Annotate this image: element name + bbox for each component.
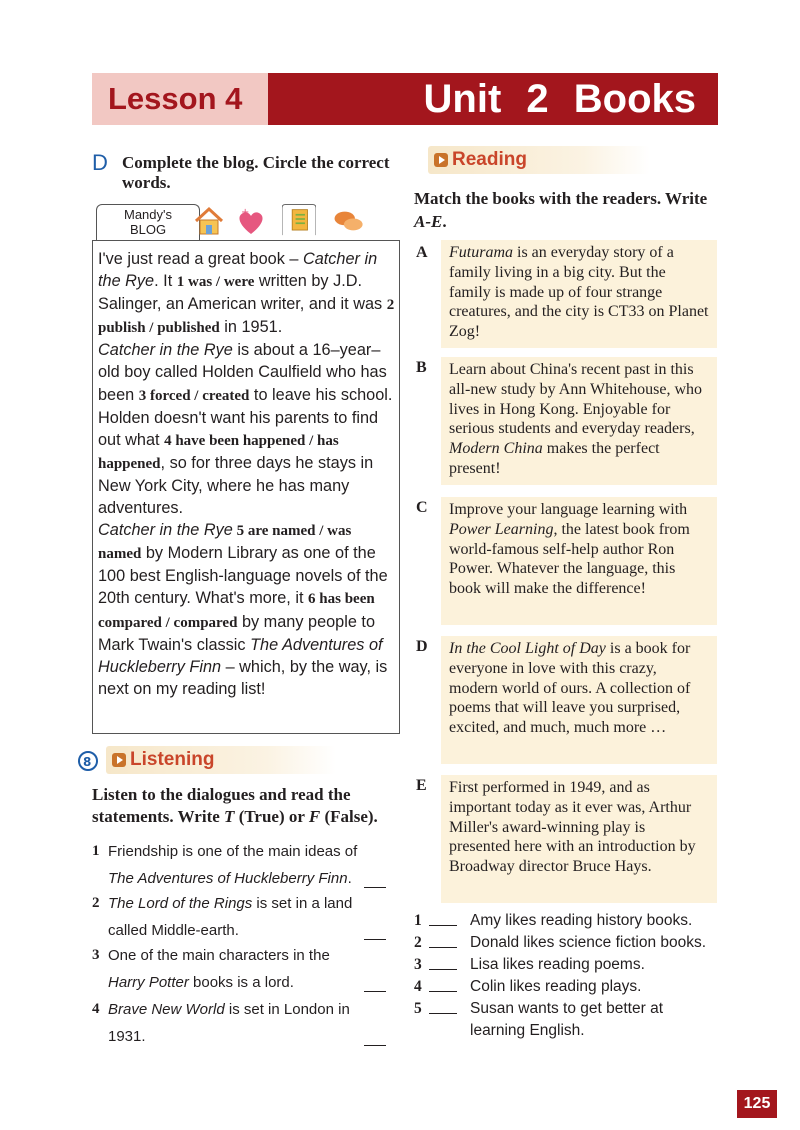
unit-title: Unit 2 Books <box>423 77 696 121</box>
home-icon[interactable] <box>192 204 226 238</box>
blog-text-span: to leave his school. Holden doesn't want his parents to find out what <box>98 385 393 449</box>
blog-text-span: by many people to Mark Twain's classic <box>98 612 376 654</box>
book-a-blurb <box>441 240 717 348</box>
match-text: Amy likes reading history books. <box>470 912 693 929</box>
section-letter-d: D <box>92 150 108 175</box>
match-text: Susan wants to get better at learning English. <box>470 1000 664 1039</box>
chat-icon[interactable] <box>332 204 366 238</box>
instruction-t: T <box>224 807 235 826</box>
blog-paragraph-2 <box>98 339 398 519</box>
choice-1[interactable]: 1 was / were <box>176 274 255 291</box>
answer-blank[interactable] <box>429 991 457 992</box>
reading-title: Reading <box>452 149 527 170</box>
blurb-text: First performed in 1949, and as important today as it ever was, Arthur Miller's award-winning play is presented here with an introduction by Broadway director Bruce Hays. <box>449 779 696 876</box>
blurb-text: , the latest book from world-famous self-help author Ron Power. Whatever the language, this book will make the difference! <box>449 520 690 598</box>
item-text-part: One of the main characters in the <box>108 947 330 964</box>
svg-text:+: + <box>241 207 250 218</box>
blog-text-span: is about a 16–year–old boy called Holden Caulfield who has been <box>98 341 387 404</box>
blurb-text: is an everyday story of a family living in a big city. But the family is made up of four strange creatures, and the city is CT33 on Planet Zog! <box>449 244 709 341</box>
blog-paragraph-3 <box>98 519 398 700</box>
answer-blank[interactable] <box>429 969 457 970</box>
reading-header <box>428 146 650 176</box>
item-text <box>92 942 368 996</box>
item-text-part: books is a lord. <box>188 974 294 991</box>
item-number: 4 <box>92 1001 100 1017</box>
svg-text:8: 8 <box>83 755 92 769</box>
book-title: Modern China <box>449 440 543 458</box>
answer-blank[interactable] <box>429 1013 457 1014</box>
item-text-part: . <box>347 870 352 887</box>
match-number: 2 <box>414 934 422 951</box>
play-arrow-icon <box>112 753 126 767</box>
instruction-text: (False). <box>320 807 378 826</box>
instruction-range: A-E <box>414 212 443 231</box>
item-number: 2 <box>92 895 100 911</box>
match-number: 3 <box>414 956 422 973</box>
book-title: Catcher in the Rye <box>98 250 378 291</box>
item-number: 3 <box>92 947 100 963</box>
item-text-part: is set in a land called Middle-earth. <box>108 895 353 939</box>
listening-header <box>78 746 338 776</box>
blog-text-span: written by J.D. Salinger, an American writer, and it was <box>98 272 387 314</box>
book-title: The Adventures of Huckleberry Finn <box>98 635 383 676</box>
blog-text-span: . It <box>154 272 177 291</box>
instruction-text: (True) or <box>234 807 309 826</box>
item-text <box>92 996 368 1050</box>
book-letter-e: E <box>416 777 427 794</box>
match-number: 1 <box>414 912 422 929</box>
choice-2[interactable]: 2 publish / published <box>98 297 395 337</box>
match-text: Donald likes science fiction books. <box>470 934 707 951</box>
instruction-text: Match the books with the readers. Write <box>414 189 708 208</box>
book-c-blurb <box>441 497 717 625</box>
book-letter-b: B <box>416 359 427 376</box>
item-text-part: Friendship is one of the main ideas of <box>108 843 358 860</box>
book-title: In the Cool Light of Day <box>449 640 606 657</box>
instruction-f: F <box>308 807 321 826</box>
choice-3[interactable]: 3 forced / created <box>138 387 250 404</box>
reading-pill <box>428 146 650 174</box>
listening-item-4 <box>92 996 392 1050</box>
book-title: Futurama <box>449 244 513 261</box>
choice-4[interactable]: 4 have been happened / has happened <box>98 432 339 472</box>
page-number: 125 <box>737 1090 777 1118</box>
book-letter-d: D <box>416 638 428 655</box>
heart-icon[interactable] <box>234 204 268 238</box>
instruction-text: . <box>442 212 447 231</box>
unit-banner <box>268 73 718 125</box>
book-title: Catcher in the Rye <box>98 341 233 360</box>
listening-pill <box>106 746 336 774</box>
listening-item-3 <box>92 942 392 996</box>
listening-instruction <box>92 784 402 828</box>
blog-text-span: I've just read a great book – <box>98 250 303 268</box>
blurb-text: makes the perfect present! <box>449 440 660 477</box>
blog-label-blog: BLOG <box>129 222 167 237</box>
item-text <box>92 838 368 892</box>
audio-track-icon[interactable] <box>78 750 98 772</box>
blurb-text: Learn about China's recent past in this all-new study by Ann Whitehouse, who lives in Hong Kong. Enjoyable for serious students and everyday readers, <box>449 361 703 438</box>
notebook-icon[interactable] <box>282 202 316 236</box>
answer-blank[interactable] <box>429 947 457 948</box>
book-e-blurb <box>441 775 717 903</box>
listening-item-2 <box>92 890 392 944</box>
listening-item-1 <box>92 838 392 892</box>
item-text-part: is set in London in 1931. <box>108 1001 350 1045</box>
item-text <box>92 890 368 944</box>
answer-blank[interactable] <box>364 887 386 888</box>
blog-paragraph-1 <box>98 248 398 339</box>
blog-text-span: by Modern Library as one of the 100 best English-language novels of the 20th century. What's more, it <box>98 544 388 608</box>
blog-label-name: Mandy's <box>123 207 172 222</box>
lesson-title: Lesson 4 <box>108 81 243 116</box>
book-title: The Lord of the Rings <box>108 895 253 912</box>
instruction-text: Listen to the dialogues and read the statements. Write <box>92 785 351 826</box>
book-title: Brave New World <box>108 1001 225 1018</box>
blog-label <box>96 204 200 240</box>
answer-blank[interactable] <box>364 991 386 992</box>
book-title: The Adventures of Huckleberry Finn <box>108 870 348 887</box>
match-number: 4 <box>414 978 422 995</box>
blog-tab-bar <box>92 200 400 242</box>
answer-blank[interactable] <box>364 1045 386 1046</box>
blog-text-span: in 1951. <box>219 318 283 337</box>
blog-text-span: – which, by the way, is next on my reading list! <box>98 657 388 698</box>
item-number: 1 <box>92 843 100 859</box>
play-arrow-icon <box>434 153 448 167</box>
match-text: Lisa likes reading poems. <box>470 956 645 973</box>
book-title: Harry Potter <box>108 974 189 991</box>
book-letter-c: C <box>416 499 428 516</box>
book-title: Power Learning <box>449 520 554 538</box>
blog-text-span: , so for three days he stays in New York City, where he has many adventures. <box>98 453 374 518</box>
book-letter-a: A <box>416 244 428 261</box>
blurb-text: is a book for everyone in love with this crazy, modern world of ours. A collection of poems that will leave you surprised, excited, and much, much more … <box>449 640 691 737</box>
reading-instruction <box>414 187 714 233</box>
listening-title: Listening <box>130 749 215 770</box>
book-d-blurb <box>441 636 717 764</box>
choice-6[interactable]: 6 has been compared / compared <box>98 591 375 631</box>
match-text: Colin likes reading plays. <box>470 978 642 995</box>
answer-blank[interactable] <box>364 939 386 940</box>
book-b-blurb <box>441 357 717 485</box>
blog-text <box>98 248 398 700</box>
section-d-instruction: Complete the blog. Circle the correct words. <box>122 153 390 192</box>
match-number: 5 <box>414 1000 422 1017</box>
book-title: Catcher in the Rye <box>98 521 233 540</box>
answer-blank[interactable] <box>429 925 457 926</box>
blurb-text: Improve your language learning with <box>449 501 688 518</box>
lesson-banner <box>92 73 268 125</box>
choice-5[interactable]: 5 are named / was named <box>98 523 352 563</box>
